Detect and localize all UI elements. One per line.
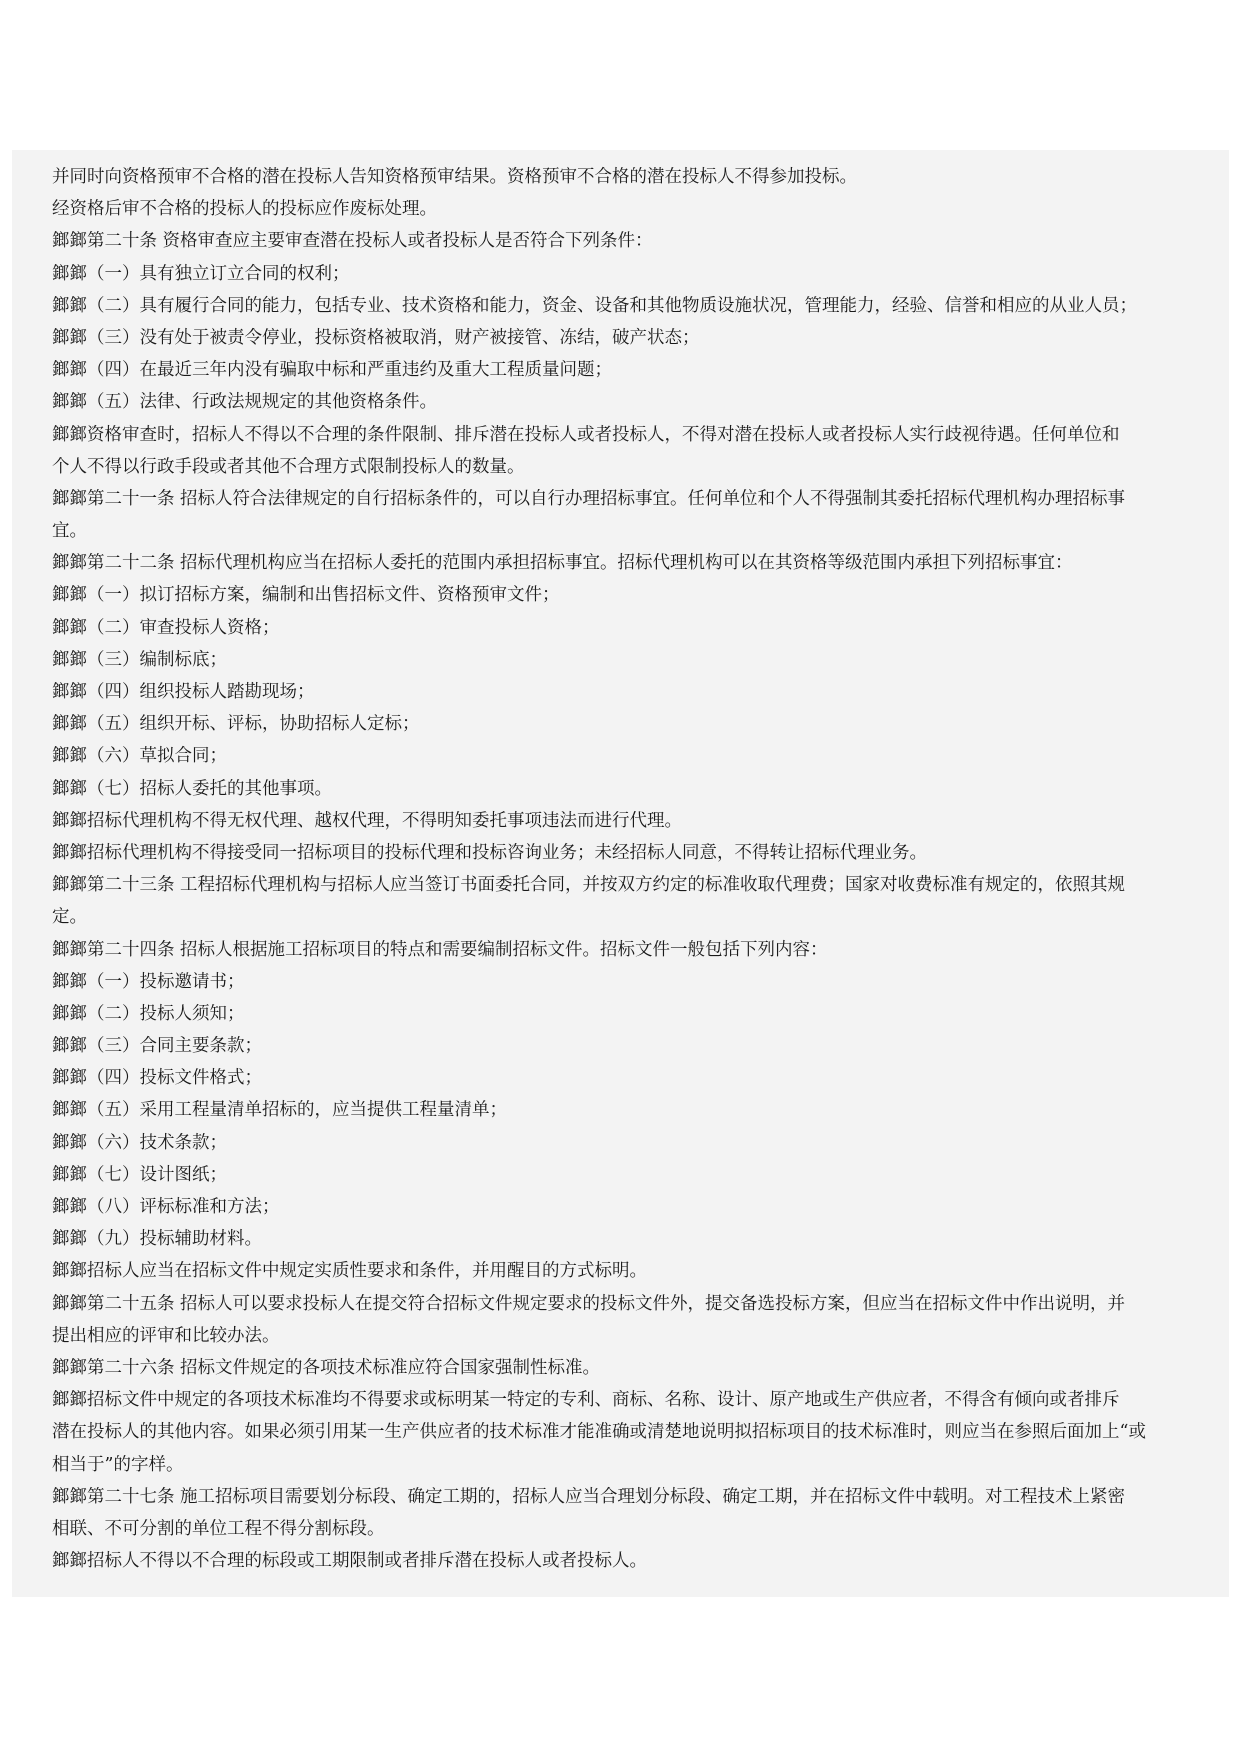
text-line: 个人不得以行政手段或者其他不合理方式限制投标人的数量。 [52,456,525,477]
text-line: 宜。 [52,521,87,542]
text-line: 鎯鎯（一）投标邀请书； [52,971,245,992]
text-line: 鎯鎯招标人应当在招标文件中规定实质性要求和条件，并用醒目的方式标明。 [52,1261,647,1282]
text-line: 鎯鎯第二十六条 招标文件规定的各项技术标准应符合国家强制性标准。 [52,1357,601,1378]
text-line: 相当于”的字样。 [52,1454,184,1475]
text-line: 鎯鎯（三）没有处于被责令停业，投标资格被取消，财产被接管、冻结，破产状态； [52,327,700,348]
text-line: 相联、不可分割的单位工程不得分割标段。 [52,1518,385,1539]
text-line: 鎯鎯（七）招标人委托的其他事项。 [52,778,332,799]
text-line: 鎯鎯（二）投标人须知； [52,1003,245,1024]
text-line: 鎯鎯（七）设计图纸； [52,1164,227,1185]
text-line: 潜在投标人的其他内容。如果必须引用某一生产供应者的技术标准才能准确或清楚地说明拟招标项目的技术标准时，则应当在参照后面加上“或 [52,1422,1146,1443]
text-line: 鎯鎯招标人不得以不合理的标段或工期限制或者排斥潜在投标人或者投标人。 [52,1551,647,1572]
text-line: 鎯鎯（一）具有独立订立合同的权利； [52,263,350,284]
text-line: 定。 [52,907,87,928]
text-line: 并同时向资格预审不合格的潜在投标人告知资格预审结果。资格预审不合格的潜在投标人不得参加投标。 [52,167,857,187]
text-line: 鎯鎯第二十一条 招标人符合法律规定的自行招标条件的，可以自行办理招标事宜。任何单位和个人不得强制其委托招标代理机构办理招标事 [52,488,1126,509]
text-line: 鎯鎯（六）草拟合同； [52,746,227,767]
text-line: 鎯鎯（三）合同主要条款； [52,1036,262,1057]
text-line: 鎯鎯第二十三条 工程招标代理机构与招标人应当签订书面委托合同，并按双方约定的标准收取代理费；国家对收费标准有规定的，依照其规 [52,875,1126,896]
text-line: 鎯鎯（五）组织开标、评标，协助招标人定标； [52,714,420,735]
text-line: 鎯鎯（四）组织投标人踏勘现场； [52,682,315,702]
text-line: 鎯鎯（三）编制标底； [52,649,227,670]
text-line: 鎯鎯第二十条 资格审查应主要审查潜在投标人或者投标人是否符合下列条件： [52,231,653,252]
text-line: 鎯鎯第二十七条 施工招标项目需要划分标段、确定工期的，招标人应当合理划分标段、确定工期，并在招标文件中载明。对工程技术上紧密 [52,1486,1126,1507]
text-line: 提出相应的评审和比较办法。 [52,1325,280,1346]
text-line: 鎯鎯（六）技术条款； [52,1132,227,1153]
text-line: 鎯鎯第二十二条 招标代理机构应当在招标人委托的范围内承担招标事宜。招标代理机构可以在其资格等级范围内承担下列招标事宜： [52,553,1073,574]
text-line: 鎯鎯（五）采用工程量清单招标的，应当提供工程量清单； [52,1100,507,1121]
text-line: 鎯鎯资格审查时，招标人不得以不合理的条件限制、排斥潜在投标人或者投标人，不得对潜在投标人或者投标人实行歧视待遇。任何单位和 [52,424,1120,445]
text-line: 鎯鎯招标代理机构不得无权代理、越权代理，不得明知委托事项违法而进行代理。 [52,810,682,831]
text-line: 鎯鎯（九）投标辅助材料。 [52,1229,262,1250]
text-line: 鎯鎯（五）法律、行政法规规定的其他资格条件。 [52,392,437,413]
text-line: 鎯鎯第二十四条 招标人根据施工招标项目的特点和需要编制招标文件。招标文件一般包括下列内容： [52,939,828,960]
text-line: 鎯鎯（二）审查投标人资格； [52,617,280,638]
text-line: 鎯鎯（八）评标标准和方法； [52,1197,280,1217]
text-line: 鎯鎯第二十五条 招标人可以要求投标人在提交符合招标文件规定要求的投标文件外，提交备选投标方案，但应当在招标文件中作出说明，并 [52,1293,1126,1314]
text-line: 经资格后审不合格的投标人的投标应作废标处理。 [52,199,437,220]
text-line: 鎯鎯招标文件中规定的各项技术标准均不得要求或标明某一特定的专利、商标、名称、设计、原产地或生产供应者，不得含有倾向或者排斥 [52,1390,1120,1411]
text-line: 鎯鎯（一）拟订招标方案，编制和出售招标文件、资格预审文件； [52,585,560,606]
text-line: 鎯鎯招标代理机构不得接受同一招标项目的投标代理和投标咨询业务；未经招标人同意，不得转让招标代理业务。 [52,842,927,863]
document-text-panel [12,150,1229,1597]
text-line: 鎯鎯（四）在最近三年内没有骗取中标和严重违约及重大工程质量问题； [52,360,612,381]
text-line: 鎯鎯（四）投标文件格式； [52,1068,262,1089]
text-line: 鎯鎯（二）具有履行合同的能力，包括专业、技术资格和能力，资金、设备和其他物质设施状况，管理能力，经验、信誉和相应的从业人员； [52,295,1137,316]
